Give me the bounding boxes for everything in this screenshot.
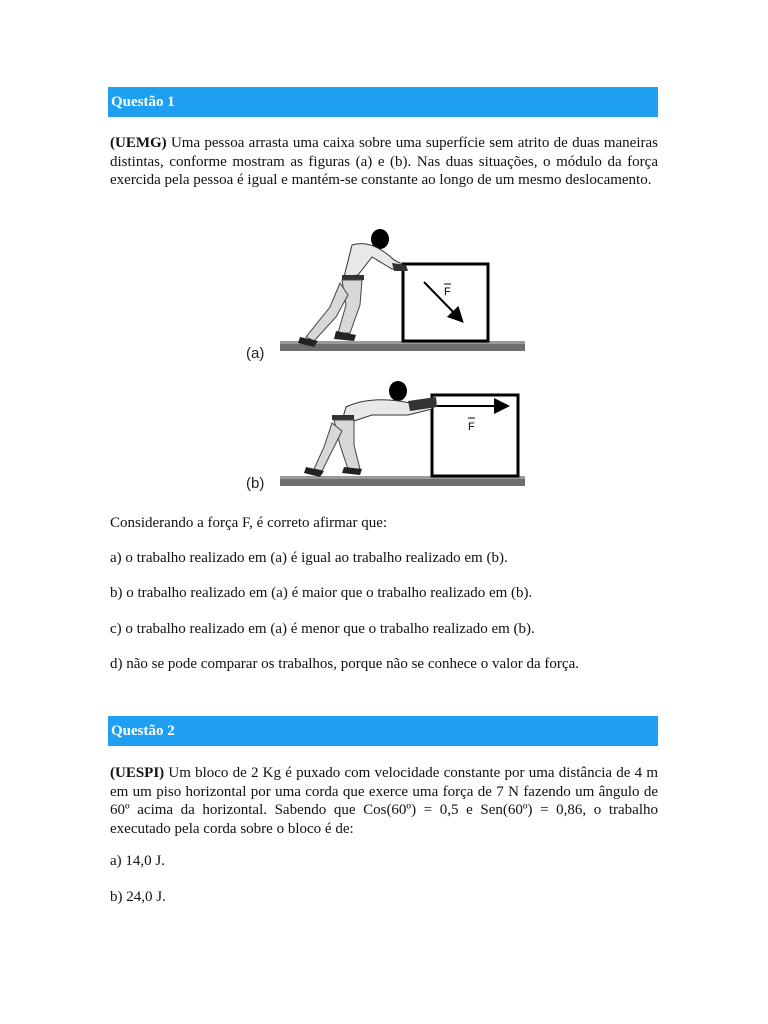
question-1-header: [108, 87, 658, 117]
question-2-title: Questão 2: [111, 723, 175, 739]
question-1-figure: [232, 225, 528, 497]
question-2-header: [108, 716, 658, 746]
question-2-text: Um bloco de 2 Kg é puxado com velocidade constante por uma distância de 4 m em um piso horizontal por uma corda que exerce uma força de 7 N fazendo um ângulo de 60º acima da horizontal. Sabendo que Cos(60º) = 0,5 e Sen(60º) = 0,86, o trabalho executado pela corda sobre o bloco é de:: [110, 765, 658, 837]
question-1-option-c[interactable]: c) o trabalho realizado em (a) é menor que o trabalho realizado em (b).: [110, 621, 535, 637]
floor-a: [280, 343, 525, 351]
question-1-statement: [110, 134, 658, 190]
question-1-prompt: Considerando a força F, é correto afirmar que:: [110, 515, 388, 531]
question-1-source: (UEMG): [110, 135, 167, 151]
question-2-statement: [110, 764, 658, 838]
force-label-b: F: [468, 421, 475, 433]
force-label-a: F: [444, 286, 451, 298]
floor-b: [280, 478, 525, 486]
question-1-option-d[interactable]: d) não se pode comparar os trabalhos, porque não se conhece o valor da força.: [110, 656, 579, 672]
question-1-title: Questão 1: [111, 94, 175, 110]
question-2-source: (UESPI): [110, 765, 165, 781]
label-b: (b): [246, 475, 265, 492]
question-1-option-b[interactable]: b) o trabalho realizado em (a) é maior que o trabalho realizado em (b).: [110, 585, 533, 601]
question-2-option-b[interactable]: b) 24,0 J.: [110, 889, 166, 905]
question-2-option-a[interactable]: a) 14,0 J.: [110, 853, 165, 869]
question-1-text: Uma pessoa arrasta uma caixa sobre uma superfície sem atrito de duas maneiras distintas, conforme mostram as figuras (a) e (b). Nas duas situações, o módulo da força exercida pela pessoa é igual e mantém-se constante ao longo de um mesmo deslocamento.: [110, 135, 658, 188]
label-a: (a): [246, 345, 265, 362]
question-1-option-a[interactable]: a) o trabalho realizado em (a) é igual ao trabalho realizado em (b).: [110, 550, 508, 566]
